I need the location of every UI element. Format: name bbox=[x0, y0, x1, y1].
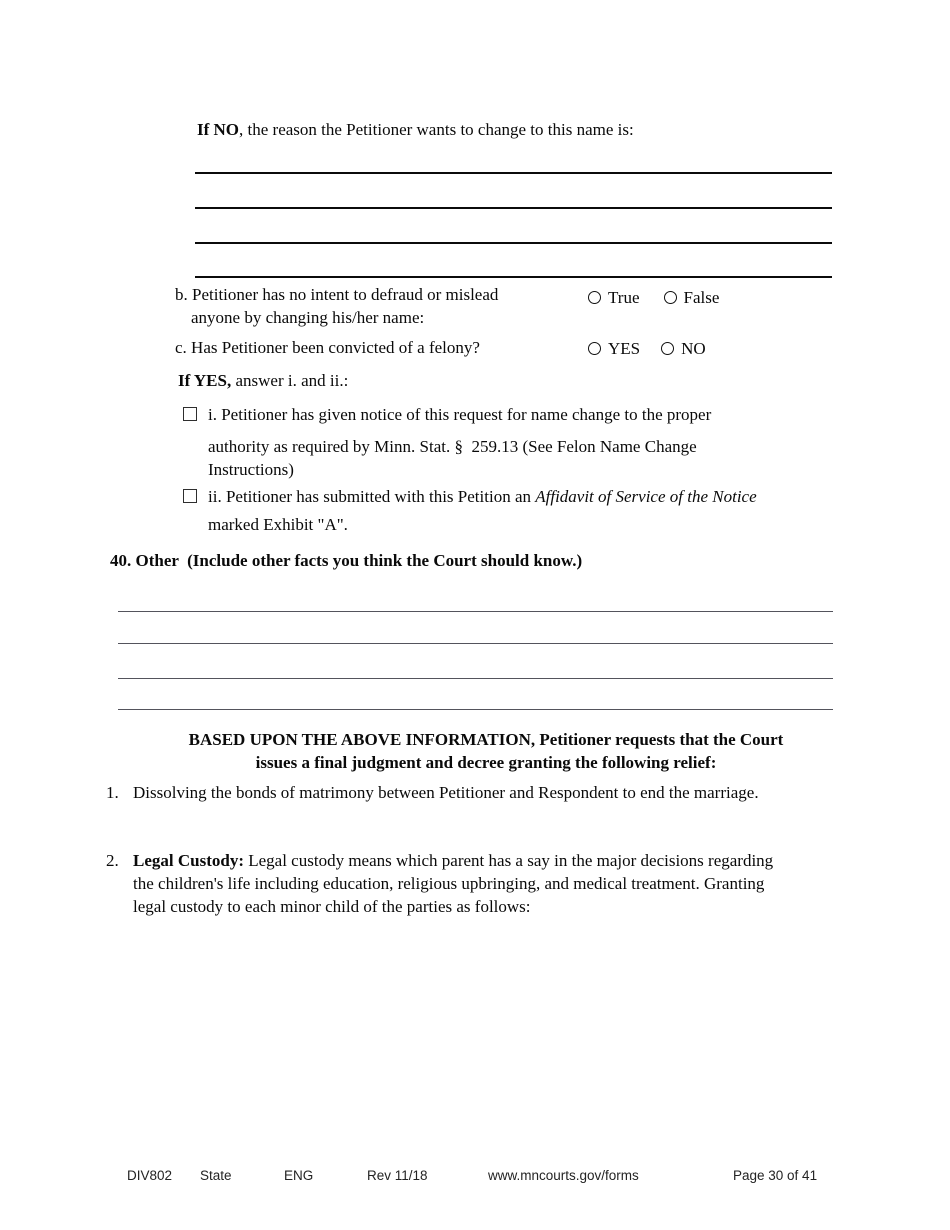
answer-line[interactable] bbox=[118, 643, 833, 644]
question-b-line2: anyone by changing his/her name: bbox=[191, 308, 425, 327]
radio-false-icon[interactable] bbox=[664, 291, 677, 304]
radio-option-false[interactable] bbox=[664, 286, 720, 309]
question-c-radio-group bbox=[588, 337, 706, 360]
radio-yes-icon[interactable] bbox=[588, 342, 601, 355]
answer-line[interactable] bbox=[118, 678, 833, 679]
question-b-line1: b. Petitioner has no intent to defraud or mislead bbox=[175, 285, 499, 304]
relief-heading bbox=[21, 728, 950, 774]
footer-state: State bbox=[200, 1168, 232, 1183]
relief-item-1 bbox=[106, 781, 886, 804]
if-no-prompt bbox=[197, 118, 634, 141]
footer-revision: Rev 11/18 bbox=[367, 1168, 428, 1183]
radio-true-icon[interactable] bbox=[588, 291, 601, 304]
item-2-bold-label: Legal Custody: bbox=[133, 851, 244, 870]
item-2-line2: the children's life including education, religious upbringing, and medical treatment. Granting bbox=[133, 874, 765, 893]
radio-no-icon[interactable] bbox=[661, 342, 674, 355]
item-2-line1 bbox=[133, 849, 896, 872]
if-no-prompt-bold: If NO bbox=[197, 120, 240, 139]
item-2-line3: legal custody to each minor child of the parties as follows: bbox=[133, 897, 531, 916]
item-ii-text bbox=[208, 485, 848, 536]
relief-item-2 bbox=[106, 849, 896, 918]
footer-language: ENG bbox=[284, 1168, 314, 1183]
item-1-number: 1. bbox=[106, 783, 119, 802]
question-b-label bbox=[175, 283, 570, 329]
answer-line[interactable] bbox=[195, 242, 832, 244]
answer-line[interactable] bbox=[118, 611, 833, 612]
item-2-line1-rest: Legal custody means which parent has a say in the major decisions regarding bbox=[248, 851, 774, 870]
relief-heading-line2: issues a final judgment and decree granting the following relief: bbox=[255, 753, 717, 772]
radio-option-no[interactable] bbox=[661, 337, 706, 360]
question-b-radio-group bbox=[588, 286, 719, 309]
item-i-line1: i. Petitioner has given notice of this request for name change to the proper bbox=[208, 405, 712, 424]
item-i-line2: authority as required by Minn. Stat. § 259.13 (See Felon Name Change bbox=[208, 437, 697, 456]
if-yes-prompt-bold: If YES, bbox=[178, 371, 232, 390]
question-c-label: c. Has Petitioner been convicted of a felony? bbox=[175, 338, 480, 357]
answer-line[interactable] bbox=[195, 276, 832, 278]
radio-option-yes[interactable] bbox=[588, 337, 640, 360]
footer-url: www.mncourts.gov/forms bbox=[488, 1168, 639, 1183]
radio-no-label: NO bbox=[681, 339, 706, 358]
item-i-text bbox=[208, 403, 818, 481]
checkbox-item-i[interactable] bbox=[183, 407, 197, 421]
answer-line[interactable] bbox=[118, 709, 833, 710]
answer-line[interactable] bbox=[195, 172, 832, 174]
footer-form-number: DIV802 bbox=[127, 1168, 173, 1183]
item-ii-line1-regular: ii. Petitioner has submitted with this Petition an bbox=[208, 487, 536, 506]
footer-page-number: Page 30 of 41 bbox=[733, 1168, 818, 1183]
if-yes-prompt-rest: answer i. and ii.: bbox=[231, 371, 349, 390]
radio-option-true[interactable] bbox=[588, 286, 640, 309]
checkbox-item-ii[interactable] bbox=[183, 489, 197, 503]
relief-heading-line1: BASED UPON THE ABOVE INFORMATION, Petitioner requests that the Court bbox=[188, 730, 784, 749]
radio-false-label: False bbox=[683, 288, 720, 307]
item-2-text bbox=[106, 849, 896, 918]
section-40-heading: 40. Other (Include other facts you think the Court should know.) bbox=[110, 551, 583, 570]
item-ii-line1-italic: Affidavit of Service of the Notice bbox=[535, 487, 757, 506]
answer-line[interactable] bbox=[195, 207, 832, 209]
item-ii-line1 bbox=[208, 485, 848, 508]
if-no-prompt-rest: , the reason the Petitioner wants to change to this name is: bbox=[239, 120, 634, 139]
item-i-line3: Instructions) bbox=[208, 460, 294, 479]
if-yes-prompt bbox=[178, 369, 348, 392]
radio-true-label: True bbox=[608, 288, 640, 307]
item-1-text: Dissolving the bonds of matrimony between Petitioner and Respondent to end the marriage. bbox=[133, 783, 759, 802]
item-ii-line2: marked Exhibit "A". bbox=[208, 515, 348, 534]
radio-yes-label: YES bbox=[608, 339, 641, 358]
item-2-number: 2. bbox=[106, 851, 119, 870]
